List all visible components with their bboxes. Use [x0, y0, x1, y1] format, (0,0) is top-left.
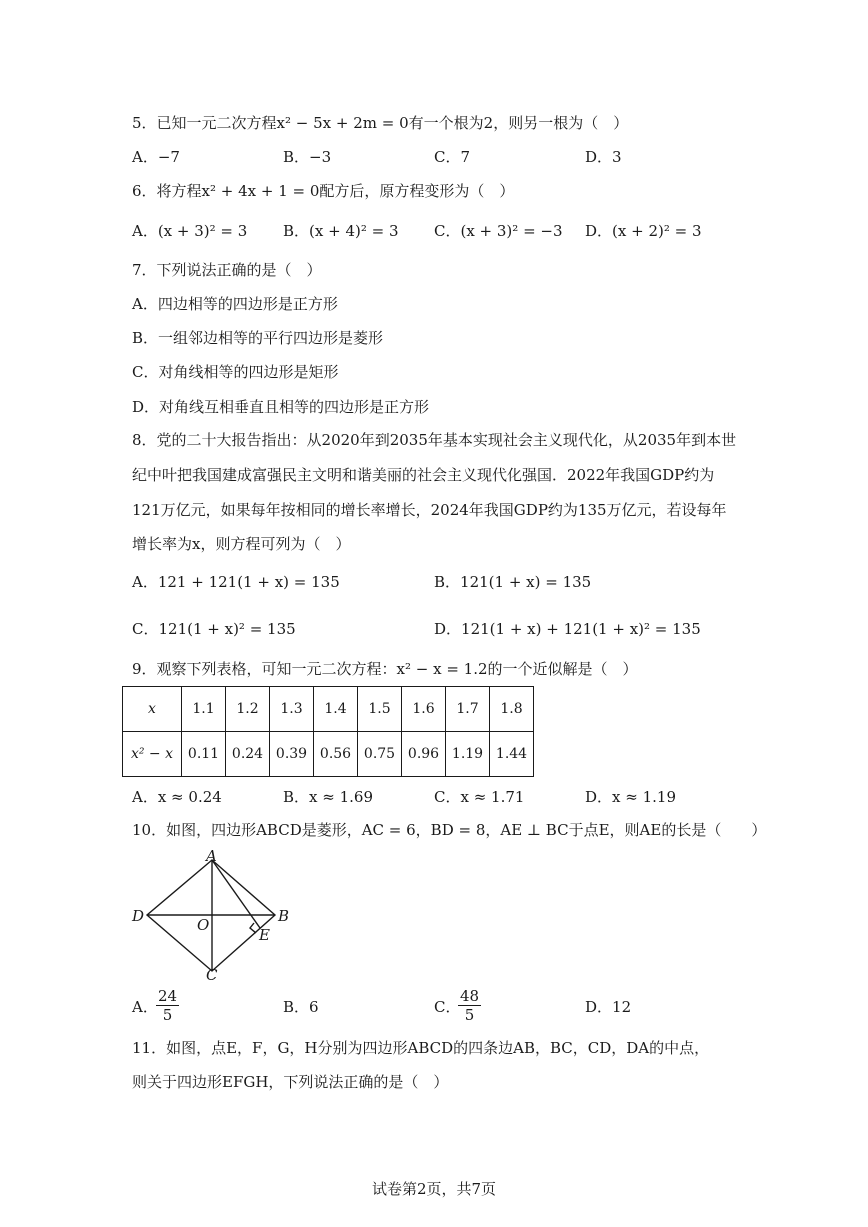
fraction-denominator: 5: [464, 1006, 475, 1024]
fraction-numerator: 24: [158, 987, 178, 1005]
label-o: O: [197, 916, 210, 934]
table-cell: 1.6: [402, 687, 446, 732]
rhombus-figure: [125, 848, 305, 983]
table-cell: 0.56: [314, 732, 358, 777]
label-a: A: [206, 848, 217, 865]
table-cell: 1.44: [490, 732, 534, 777]
q8-line-3: 121万亿元，如果每年按相同的增长率增长，2024年我国GDP约为135万亿元，若设每年: [132, 501, 727, 519]
q10-option-b: B．6: [283, 998, 319, 1016]
q9-stem: 9．观察下列表格，可知一元二次方程：x² − x = 1.2的一个近似解是（ ）: [132, 660, 638, 678]
table-header-cell: x: [123, 687, 182, 732]
q9-option-d: D．x ≈ 1.19: [585, 788, 676, 806]
q9-option-b: B．x ≈ 1.69: [283, 788, 373, 806]
q8-line-4: 增长率为x，则方程可列为（ ）: [132, 535, 351, 553]
table-cell: 1.5: [358, 687, 402, 732]
q8-line-1: 8．党的二十大报告指出：从2020年到2035年基本实现社会主义现代化，从2035年到本世: [132, 431, 737, 449]
q10-option-a-label: A．: [132, 998, 158, 1016]
table-row: [123, 687, 534, 732]
table-cell: 1.1: [182, 687, 226, 732]
q7-option-a: A．四边相等的四边形是正方形: [132, 295, 338, 313]
q8-line-2: 纪中叶把我国建成富强民主文明和谐美丽的社会主义现代化强国．2022年我国GDP约为: [132, 466, 715, 484]
q10-option-c-fraction: [458, 987, 481, 1024]
q5-option-a: A．−7: [132, 148, 180, 166]
q10-option-d: D．12: [585, 998, 632, 1016]
table-cell: 0.11: [182, 732, 226, 777]
table-cell: 1.8: [490, 687, 534, 732]
page-footer: 试卷第2页，共7页: [371, 1180, 497, 1198]
q10-stem: 10．如图，四边形ABCD是菱形，AC = 6，BD = 8，AE ⊥ BC于点E，则AE的长是（ ）: [132, 821, 767, 839]
label-b: B: [278, 907, 290, 925]
label-c: C: [206, 966, 218, 983]
q9-value-table: [122, 686, 534, 777]
altitude-ae: [212, 860, 260, 928]
q8-option-c: C．121(1 + x)² = 135: [132, 620, 296, 638]
table-cell: 0.96: [402, 732, 446, 777]
right-angle-mark: [250, 923, 256, 933]
table-header-cell: x² − x: [123, 732, 182, 777]
fraction-denominator: 5: [162, 1006, 173, 1024]
q7-option-c: C．对角线相等的四边形是矩形: [132, 363, 339, 381]
table-row: [123, 732, 534, 777]
q6-stem: 6．将方程x² + 4x + 1 = 0配方后，原方程变形为（ ）: [132, 182, 515, 200]
q8-option-a: A．121 + 121(1 + x) = 135: [132, 573, 340, 591]
table-cell: 1.2: [226, 687, 270, 732]
table-cell: 0.75: [358, 732, 402, 777]
table-cell: 0.24: [226, 732, 270, 777]
q10-option-a-fraction: [156, 987, 179, 1024]
q7-option-b: B．一组邻边相等的平行四边形是菱形: [132, 329, 384, 347]
table-cell: 1.3: [270, 687, 314, 732]
q6-option-b: B．(x + 4)² = 3: [283, 222, 399, 240]
fraction-numerator: 48: [460, 987, 480, 1005]
label-d: D: [132, 907, 145, 925]
q6-option-d: D．(x + 2)² = 3: [585, 222, 702, 240]
q5-stem: 5．已知一元二次方程x² − 5x + 2m = 0有一个根为2，则另一根为（ ）: [132, 114, 629, 132]
q11-line-1: 11．如图，点E，F，G，H分别为四边形ABCD的四条边AB，BC，CD，DA的中点，: [132, 1039, 710, 1057]
q6-option-a: A．(x + 3)² = 3: [132, 222, 248, 240]
q10-option-c-label: C．: [434, 998, 461, 1016]
q8-option-b: B．121(1 + x) = 135: [434, 573, 592, 591]
q7-option-d: D．对角线互相垂直且相等的四边形是正方形: [132, 398, 430, 416]
q7-stem: 7．下列说法正确的是（ ）: [132, 261, 322, 279]
table-cell: 1.4: [314, 687, 358, 732]
table-cell: 1.7: [446, 687, 490, 732]
label-e: E: [259, 926, 270, 944]
table-cell: 0.39: [270, 732, 314, 777]
q9-option-a: A．x ≈ 0.24: [132, 788, 222, 806]
table-cell: 1.19: [446, 732, 490, 777]
q8-option-d: D．121(1 + x) + 121(1 + x)² = 135: [434, 620, 701, 638]
q9-option-c: C．x ≈ 1.71: [434, 788, 525, 806]
q6-option-c: C．(x + 3)² = −3: [434, 222, 563, 240]
q5-option-d: D．3: [585, 148, 622, 166]
q11-line-2: 则关于四边形EFGH，下列说法正确的是（ ）: [132, 1073, 449, 1091]
q5-option-c: C．7: [434, 148, 471, 166]
q5-option-b: B．−3: [283, 148, 332, 166]
